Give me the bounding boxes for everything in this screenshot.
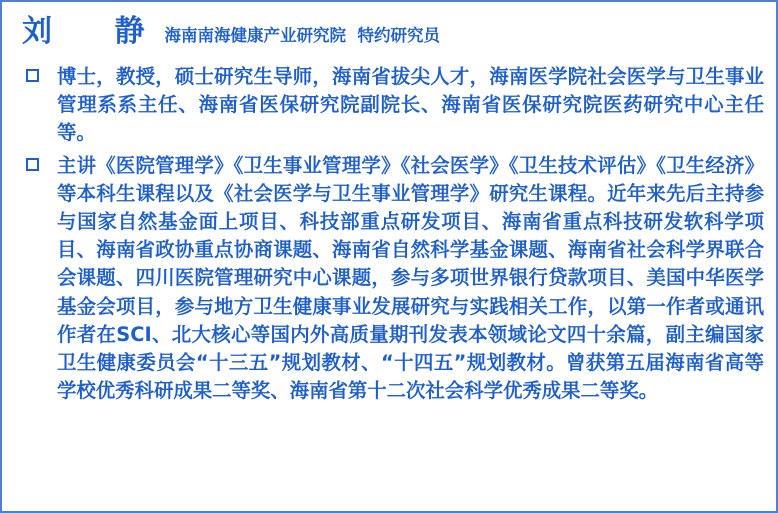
bio-item-research	[24, 152, 764, 406]
bio-text-positions: 博士，教授，硕士研究生导师，海南省拔尖人才，海南医学院社会医学与卫生事业管理系系主任、海南省医保研究院副院长、海南省医保研究院医药研究中心主任等。	[57, 65, 764, 145]
hollow-square-icon	[26, 69, 39, 82]
bio-item-positions	[24, 63, 764, 148]
person-name: 刘 静	[22, 14, 171, 49]
profile-header	[22, 10, 440, 54]
affiliation-title: 海南南海健康产业研究院 特约研究员	[164, 26, 440, 45]
hollow-square-icon	[26, 158, 39, 171]
bio-list	[24, 63, 764, 405]
bio-text-research: 主讲《医院管理学》《卫生事业管理学》《社会医学》《卫生技术评估》《卫生经济》等本科生课程以及《社会医学与卫生事业管理学》研究生课程。近年来先后主持参与国家自然基金面上项目、科技部重点研发项目、海南省重点科技研发软科学项目、海南省政协重点协商课题、海南省自然科学基金课题、海南省社会科学界联合会课题、四川医院管理研究中心课题，参与多项世界银行贷款项目、美国中华医学基金会项目，参与地方卫生健康事业发展研究与实践相关工作，以第一作者或通讯作者在SCI、北大核心等国内外高质量期刊发表本领域论文四十余篇，副主编国家卫生健康委员会“十三五”规划教材、“十四五”规划教材。曾获第五届海南省高等学校优秀科研成果二等奖、海南省第十二次社会科学优秀成果二等奖。	[57, 153, 764, 403]
